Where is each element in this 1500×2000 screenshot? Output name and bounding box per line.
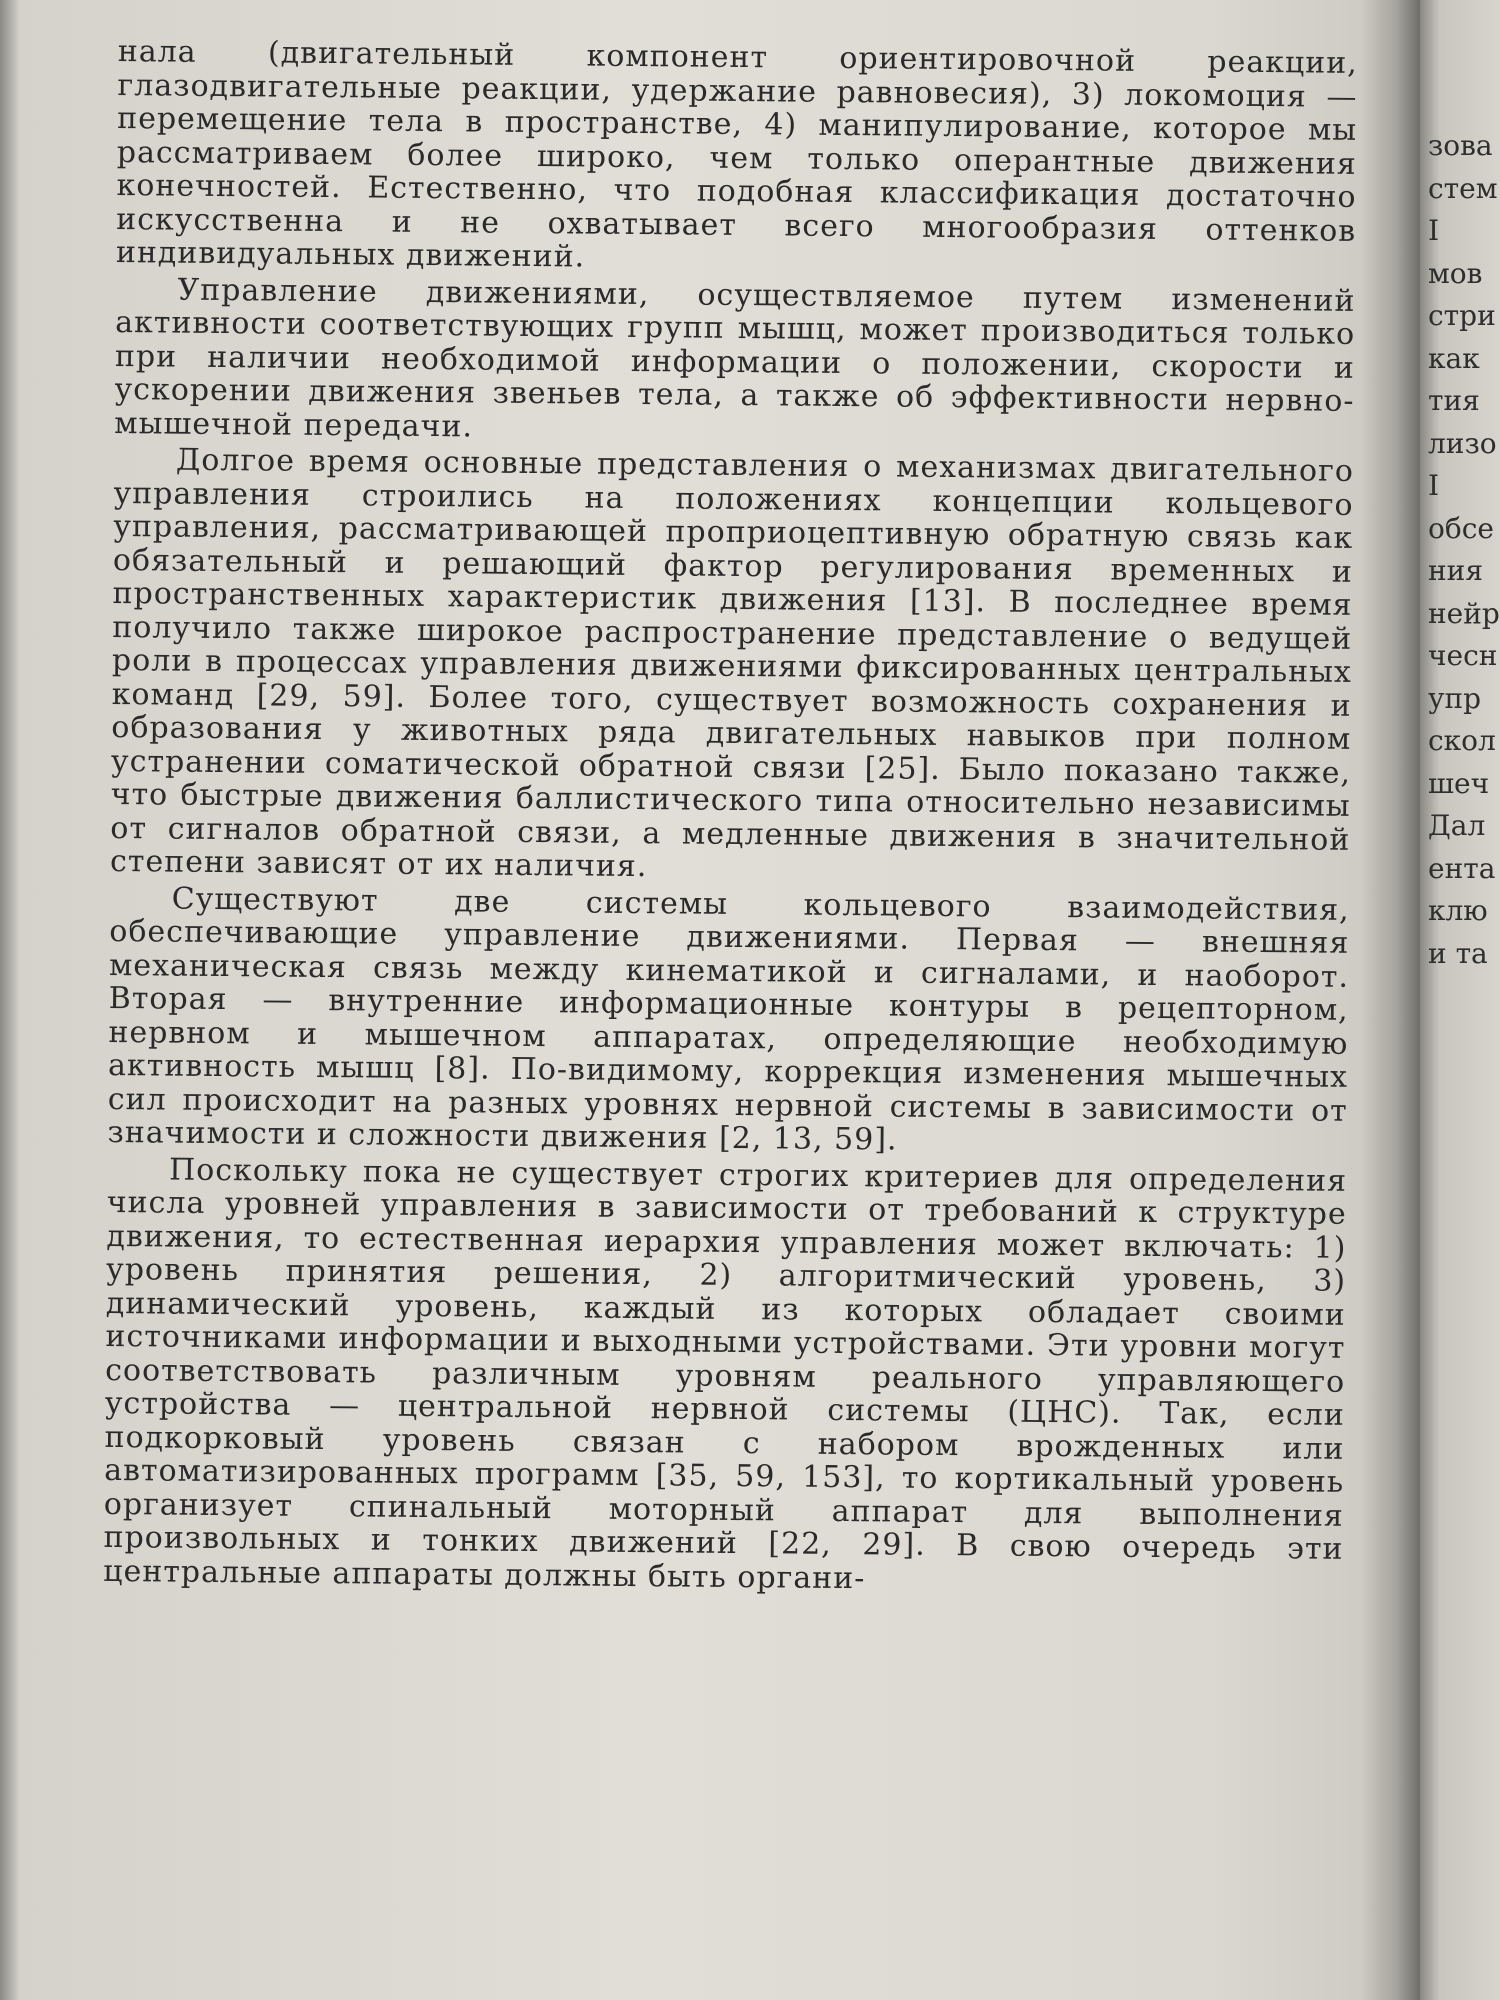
text-column — [103, 35, 1358, 1603]
fragment-line: чесн — [1428, 639, 1498, 672]
facing-page-text — [1428, 125, 1500, 975]
fragment-line: ента — [1428, 851, 1496, 885]
paragraph-3: Долгое время основные представления о механизмах двигательного управления строились на положениях концепции кольцевого управления, рассматривающей проприоцептивную обратную связь как обязательный и решающий фактор регулирования временных и пространственных характеристик движения [13]. В последнее время получило также широкое распространение представление о ведущей роли в процессах управления движениями фиксированных центральных команд [29, 59]. Более того, существует возможность сохранения и образования у животных ряда двигательных навыков при полном устранении соматической обратной связи [25]. Было показано также, что быстрые движения баллистического типа относительно независимы от сигналов обратной связи, а медленные движения в значительной степени зависят от их наличия. — [109, 442, 1355, 885]
fragment-line: обсе — [1428, 511, 1494, 545]
fragment-line: лизо — [1428, 426, 1497, 460]
paragraph-4: Существуют две системы кольцевого взаимодействия, обеспечивающие управление движениями. Первая — внешняя механическая связь между кинематикой и сигналами, и наоборот. Вторая — внутренние информационные контуры в рецепторном, нервном и мышечном аппаратах, определяющие необходимую активность мышц [8]. По-видимому, коррекция изменения мышечных сил происходит на разных уровнях нервной системы в зависимости от значимости и сложности движения [2, 13, 59]. — [107, 881, 1350, 1158]
fragment-line: зова — [1428, 129, 1493, 162]
facing-page — [1420, 0, 1500, 2000]
paragraph-5: Поскольку пока не существует строгих критериев для определения числа уровней управления в зависимости от требований к структуре движения, то естественная иерархия управления может включать: 1) уровень принятия решения, 2) алгоритмический уровень, 3) динамический уровень, каждый из которых обладает своими источниками информации и выходными устройствами. Эти уровни могут соответствовать различным уровням реального управляющего устройства — центральной нервной системы (ЦНС). Так, если подкорковый уровень связан с набором врожденных или автоматизированных программ [35, 59, 153], то кортикальный уровень организует спинальный моторный аппарат для выполнения произвольных и тонких движений [22, 29]. В свою очередь эти центральные аппараты должны быть органи- — [103, 1152, 1348, 1596]
fragment-line: мов — [1428, 256, 1483, 290]
fragment-line: нейр — [1428, 596, 1500, 630]
fragment-line: І — [1428, 469, 1440, 502]
page-edge-shadow — [0, 0, 20, 2000]
fragment-line: и та — [1428, 936, 1488, 970]
fragment-line: ния — [1428, 554, 1483, 587]
fragment-line: шеч — [1428, 766, 1490, 800]
fragment-line: стем — [1428, 171, 1498, 205]
paragraph-1: нала (двигательный компонент ориентировочной реакции, глазодвигательные реакции, удержание равновесия), 3) локомоция — перемещение тела в пространстве, 4) манипулирование, которое мы рассматриваем более широко, чем только оперантные движения конечностей. Естественно, что подобная классификация достаточно искусственна и не охватывает всего многообразия оттенков индивидуальных движений. — [115, 34, 1358, 275]
fragment-line: клю — [1428, 894, 1488, 927]
fragment-line: скол — [1428, 724, 1496, 757]
fragment-line: І — [1428, 214, 1440, 247]
fragment-line: Дал — [1428, 809, 1486, 842]
fragment-line: упр — [1428, 681, 1482, 715]
fragment-line: как — [1428, 341, 1480, 375]
paragraph-2: Управление движениями, осуществляемое путем изменений активности соответствующих групп мышц, может производиться только при наличии необходимой информации о положении, скорости и ускорении движения звеньев тела, а также об эффективности нервно-мышечной передачи. — [114, 272, 1356, 444]
fragment-line: тия — [1428, 384, 1480, 417]
fragment-line: стри — [1428, 299, 1496, 332]
book-gutter — [1360, 0, 1420, 2000]
